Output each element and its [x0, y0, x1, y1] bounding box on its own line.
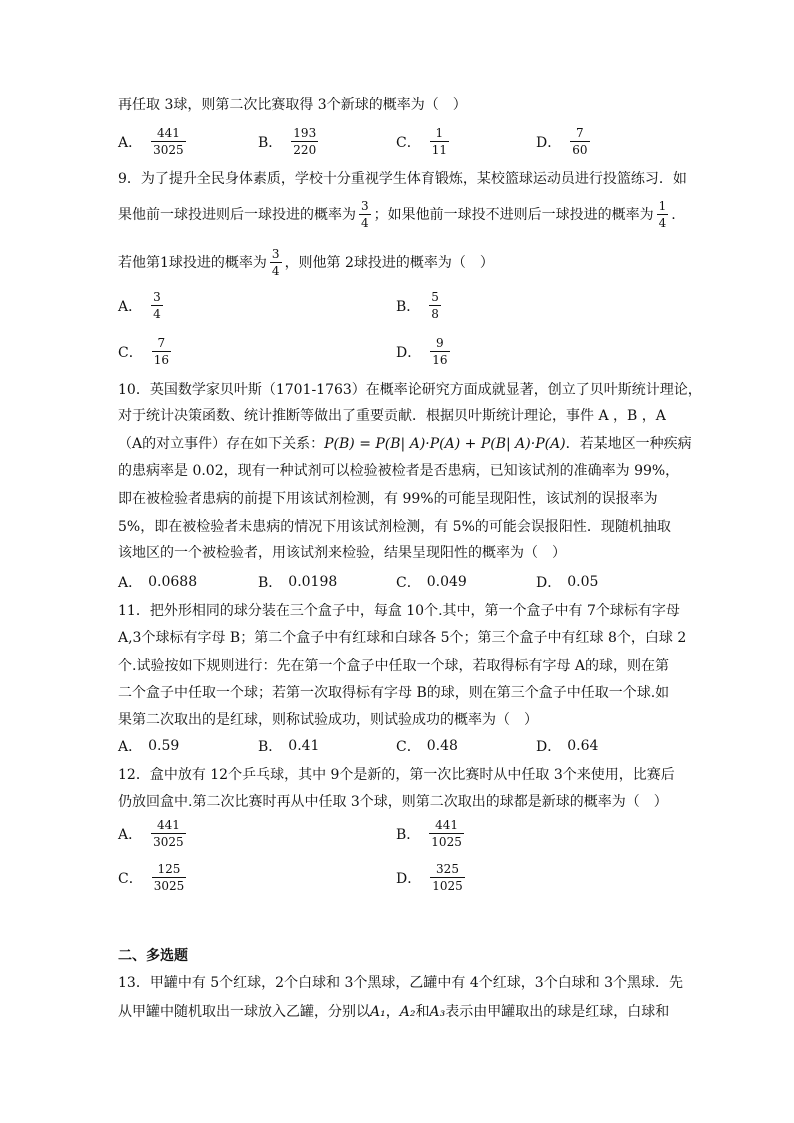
- q12-option-b[interactable]: B． $\frac{441}{1025}$: [396, 818, 462, 849]
- q10-line-5: 即在被检验者患病的前提下用该试剂检测，有 99%的可能呈现阳性，该试剂的误报率为: [118, 491, 658, 507]
- option-label: C．: [396, 134, 421, 151]
- q10-option-c[interactable]: C． 0.049: [396, 574, 467, 591]
- q9-line-2: 果他前一球投进则后一球投进的概率为 $\frac{3}{4}$ ；如果他前一球投不进则后一球投进的概率为 $\frac{1}{4}$ .: [118, 199, 676, 230]
- q10-option-d[interactable]: D． 0.05: [536, 574, 599, 591]
- q8-option-a[interactable]: [118, 126, 189, 157]
- q8-option-d[interactable]: [536, 126, 593, 157]
- option-label: A．: [118, 298, 143, 315]
- q11-line-3: 个.试验按如下规则进行：先在第一个盒子中任取一个球，若取得标有字母 A的球，则在第: [118, 658, 670, 674]
- q13-line-1: 13．甲罐中有 5个红球，2个白球和 3个黑球，乙罐中有 4个红球，3个白球和 3个黑球．先: [118, 975, 684, 991]
- fraction: $\frac{1}{4}$: [658, 199, 667, 230]
- option-label: D．: [536, 134, 562, 151]
- fraction: $\frac{3}{4}$: [271, 247, 280, 278]
- q10-line-1: 10．英国数学家贝叶斯（1701-1763）在概率论研究方面成就显著，创立了贝叶斯统计理论，: [118, 382, 702, 398]
- option-label: D．: [396, 344, 422, 361]
- q12-option-a[interactable]: A． $\frac{441}{3025}$: [118, 818, 184, 849]
- q10-line-4: 的患病率是 0.02，现有一种试剂可以检验被检者是否患病，已知该试剂的准确率为 99%，: [118, 463, 680, 479]
- q11-line-5: 果第二次取出的是红球，则称试验成功，则试验成功的概率为（ ）: [118, 712, 538, 728]
- option-fraction: $\frac{441}{1025}$: [431, 818, 462, 849]
- q11-option-a[interactable]: A． 0.59: [118, 738, 180, 755]
- q9-line-3: 若他第1球投进的概率为 $\frac{3}{4}$ ，则他第 2球投进的概率为（ ）: [118, 247, 494, 278]
- option-label: B．: [396, 298, 421, 315]
- q9-line-1: 9．为了提升全民身体素质，学校十分重视学生体育锻炼，某校篮球运动员进行投篮练习．如: [118, 171, 687, 187]
- q9-option-a[interactable]: [118, 290, 166, 321]
- q11-line-4: 二个盒子中任取一个球；若第一次取得标有字母 B的球，则在第三个盒子中任取一个球.如: [118, 685, 670, 701]
- q10-line-2: 对于统计决策函数、统计推断等做出了重要贡献．根据贝叶斯统计理论，事件 A ，B ，A: [118, 408, 666, 424]
- q12-option-d[interactable]: D． $\frac{325}{1025}$: [396, 862, 463, 893]
- q12-line-1: 12．盒中放有 12个乒乓球，其中 9个是新的，第一次比赛时从中任取 3个来使用，比赛后: [118, 767, 675, 783]
- option-fraction: $\frac{125}{3025}$: [153, 862, 185, 893]
- q10-line-7: 该地区的一个被检验者，用该试剂来检验，结果呈现阳性的概率为（ ）: [118, 545, 566, 561]
- q11-line-2: A,3个球标有字母 B；第二个盒子中有红球和白球各 5个；第三个盒子中有红球 8个，白球 2: [118, 630, 687, 646]
- q8-tail-text: 再任取 3球，则第二次比赛取得 3个新球的概率为（ ）: [118, 97, 467, 113]
- event-symbol-a1: A₁: [370, 1004, 386, 1020]
- option-fraction: $\frac{5}{8}$: [431, 290, 439, 321]
- option-fraction: $\frac{7}{60}$: [572, 126, 588, 157]
- q11-option-b[interactable]: B． 0.41: [258, 738, 320, 755]
- q8-option-c[interactable]: [396, 126, 452, 157]
- bayes-formula: P(B) = P(B| A)·P(A) + P(B| A)·P(A): [324, 436, 566, 452]
- q10-line-6: 5%，即在被检验者未患病的情况下用该试剂检测，有 5%的可能会误报阳性．现随机抽取: [118, 519, 671, 535]
- option-fraction: $\frac{193}{220}$: [293, 126, 317, 157]
- q9-option-d[interactable]: [396, 336, 453, 367]
- option-label: A．: [118, 134, 143, 151]
- option-fraction: $\frac{3}{4}$: [153, 290, 161, 321]
- fraction: $\frac{3}{4}$: [361, 199, 369, 230]
- q12-option-c[interactable]: C． $\frac{125}{3025}$: [118, 862, 185, 893]
- q9-option-b[interactable]: [396, 290, 444, 321]
- option-label: B．: [258, 134, 283, 151]
- q8-option-b[interactable]: [258, 126, 321, 157]
- q11-option-c[interactable]: C． 0.48: [396, 738, 458, 755]
- option-fraction: $\frac{7}{16}$: [153, 336, 169, 367]
- q10-option-a[interactable]: A． 0.0688: [118, 574, 198, 591]
- option-fraction: $\frac{441}{3025}$: [153, 126, 184, 157]
- q12-line-2: 仍放回盒中.第二次比赛时再从中任取 3个球，则第二次取出的球都是新球的概率为（ ）: [118, 794, 668, 810]
- q11-line-1: 11．把外形相同的球分装在三个盒子中，每盒 10个.其中，第一个盒子中有 7个球标有字母: [118, 603, 680, 619]
- q10-option-b[interactable]: B． 0.0198: [258, 574, 338, 591]
- section-title-multiple-choice: 二、多选题: [118, 948, 188, 964]
- event-symbol-a3: A₃: [429, 1004, 446, 1020]
- q11-option-d[interactable]: D． 0.64: [536, 738, 599, 755]
- q10-line-3: （A的对立事件）存在如下关系：P(B) = P(B| A)·P(A) + P(B| A)·P(A)．若某地区一种疾病: [118, 436, 692, 452]
- option-fraction: $\frac{9}{16}$: [432, 336, 448, 367]
- option-fraction: $\frac{1}{11}$: [431, 126, 447, 157]
- option-label: C．: [118, 344, 143, 361]
- option-fraction: $\frac{325}{1025}$: [432, 862, 463, 893]
- q9-option-c[interactable]: [118, 336, 174, 367]
- option-fraction: $\frac{441}{3025}$: [153, 818, 184, 849]
- event-symbol-a2: A₂: [399, 1004, 416, 1020]
- q13-line-2: 从甲罐中随机取出一球放入乙罐，分别以A₁，A₂和A₃表示由甲罐取出的球是红球，白球和: [118, 1004, 670, 1020]
